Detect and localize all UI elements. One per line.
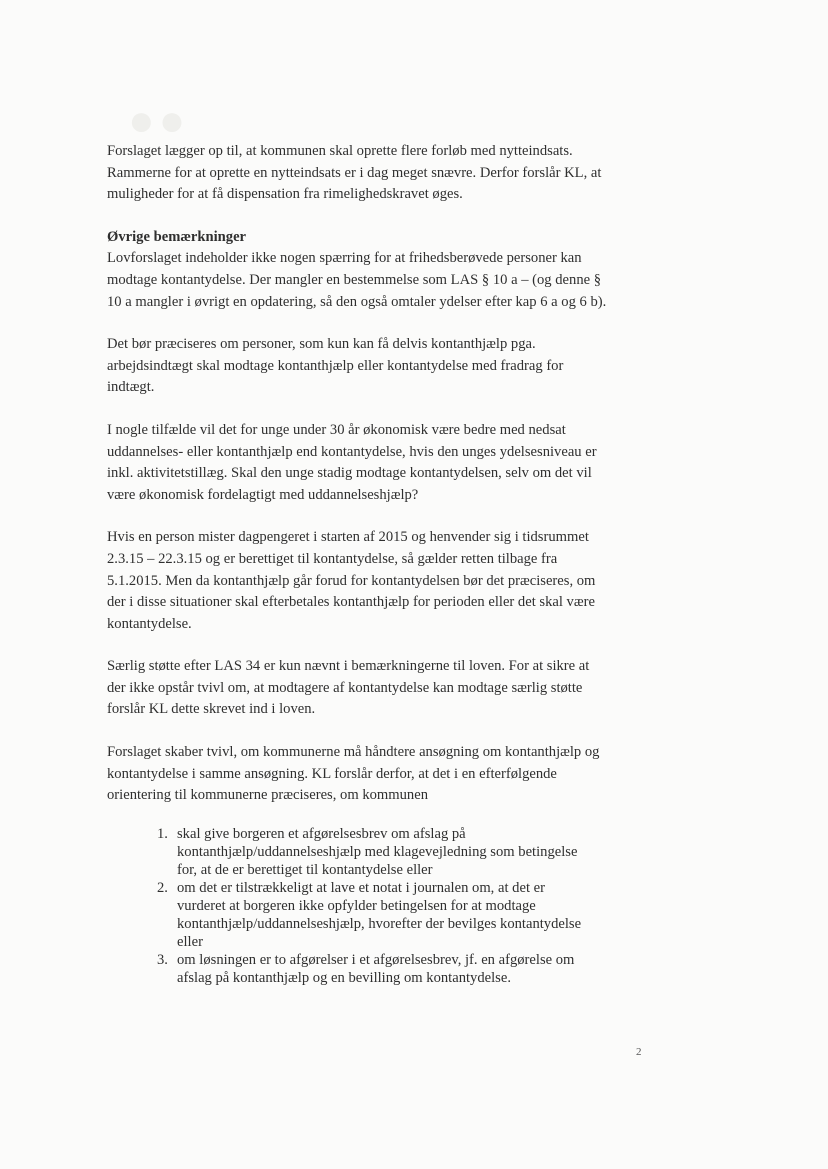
paragraph-nytteindsats: Forslaget lægger op til, at kommunen skal oprette flere forløb med nytteindsats. Rammerne for at oprette en nytteindsats er i dag meget snævre. Derfor forslår KL, at muligheder for at få dispensation fra rimelighedskravet øges.	[107, 143, 602, 203]
list-item-number: 3.	[157, 952, 168, 968]
section-heading: Øvrige bemærkninger	[107, 228, 247, 245]
paragraph-frihedsberoevede: Lovforslaget indeholder ikke nogen spærring for at frihedsberøvede personer kan modtage kontantydelse. Der mangler en bestemmelse som LAS § 10 a – (og denne § 10 a mangler i øvrigt en opdatering, så den også omtaler ydelser efter kap 6 a og 6 b).	[107, 250, 607, 310]
list-item-text: om det er tilstrækkeligt at lave et notat i journalen om, at det er vurderet at borgeren ikke opfylder betingelsen for at modtage kontanthjælp/uddannelseshjælp, hvorefter der bevilges kontantydelse eller	[177, 880, 582, 950]
list-item	[107, 879, 593, 951]
numbered-list	[107, 825, 627, 987]
document-body	[107, 141, 607, 807]
paragraph-unge-under-30: I nogle tilfælde vil det for unge under 30 år økonomisk være bedre med nedsat uddannelses- eller kontanthjælp end kontantydelse, hvis den unges ydelsesniveau er inkl. aktivitetstillæg. Skal den unge stadig modtage kontantydelsen, selv om det vil være økonomisk fordelagtigt med uddannelseshjælp?	[107, 421, 597, 503]
paragraph-dagpengeret: Hvis en person mister dagpengeret i starten af 2015 og henvender sig i tidsrummet 2.3.15 – 22.3.15 og er berettiget til kontantydelse, så gælder retten tilbage fra 5.1.2015. Men da kontanthjælp går forud for kontantydelsen bør det præciseres, om der i disse situationer skal efterbetales kontanthjælp for perioden eller det skal være kontantydelse.	[107, 529, 596, 632]
paragraph-delvis-kontanthjaelp: Det bør præciseres om personer, som kun kan få delvis kontanthjælp pga. arbejdsindtægt skal modtage kontanthjælp eller kontantydelse med fradrag for indtægt.	[107, 336, 564, 396]
list-item-text: om løsningen er to afgørelser i et afgørelsesbrev, jf. en afgørelse om afslag på kontanthjælp og en bevilling om kontantydelse.	[177, 952, 575, 986]
paragraph-ansoegning: Forslaget skaber tvivl, om kommunerne må håndtere ansøgning om kontanthjælp og kontantydelse i samme ansøgning. KL forslår derfor, at det i en efterfølgende orientering til kommunerne præciseres, om kommunen	[107, 744, 600, 804]
paragraph-saerlig-stoette: Særlig støtte efter LAS 34 er kun nævnt i bemærkningerne til loven. For at sikre at der ikke opstår tvivl om, at modtagere af kontantydelse kan modtage særlig støtte forslår KL dette skrevet ind i loven.	[107, 658, 590, 718]
list-item	[107, 951, 593, 987]
list-item	[107, 825, 593, 879]
list-item-text: skal give borgeren et afgørelsesbrev om afslag på kontanthjælp/uddannelseshjælp med klagevejledning som betingelse for, at de er berettiget til kontantydelse eller	[177, 826, 578, 878]
list-item-number: 2.	[157, 880, 168, 896]
page-number: 2	[636, 1046, 642, 1058]
faint-logo-watermark: ●●	[128, 96, 190, 145]
list-item-number: 1.	[157, 826, 168, 842]
